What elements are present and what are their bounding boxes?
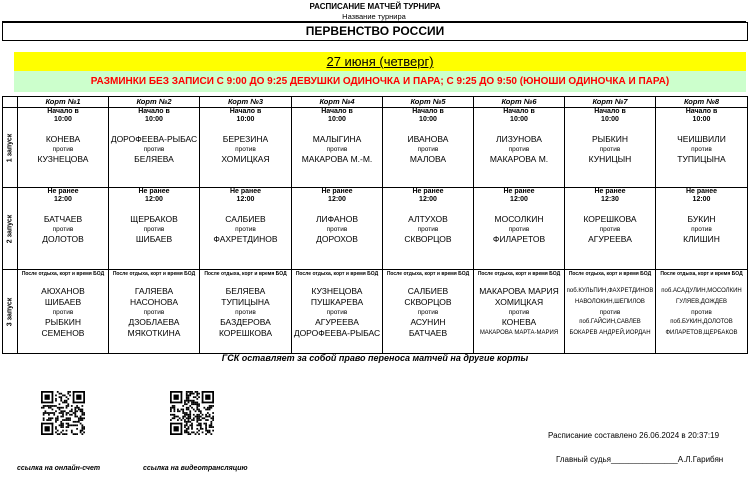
match-cell [200, 270, 292, 354]
qr-score-caption: ссылка на онлайн-счет [17, 465, 101, 472]
pair-b-player-1: КОНЕВА [501, 317, 537, 327]
player-b: МАКАРОВА М. [489, 154, 549, 164]
qr-code-video[interactable] [170, 391, 214, 435]
pair-b-player-1: АСУНИН [410, 317, 446, 327]
versus-label: против [599, 146, 621, 153]
player-a: БУКИН [687, 214, 716, 224]
player-a: МАЛЫГИНА [312, 134, 362, 144]
rest-note: После отдыха, корт и время БОД [204, 271, 287, 277]
match-cell [656, 270, 748, 354]
start-label: Начало в [229, 108, 262, 115]
versus-label: против [691, 309, 712, 316]
start-label: Начало в [412, 108, 444, 115]
session-label-cell [3, 188, 18, 270]
match-cell [200, 108, 292, 188]
session-label-cell [3, 108, 18, 188]
start-time: 10:00 [236, 116, 255, 123]
pair-b-player-2: МЯКОТКИНА [127, 328, 181, 338]
start-label: Не ранее [503, 188, 535, 195]
pair-b-player-1: поб.ГАЙСИН,САВЛЕВ [579, 319, 641, 325]
versus-label: против [691, 226, 712, 233]
pair-b-player-1: ДЗОБЛАЕВА [128, 317, 180, 327]
player-a: КОРЕШКОВА [583, 214, 637, 224]
versus-label: против [235, 146, 256, 153]
pair-b-player-2: КОРЕШКОВА [218, 328, 273, 338]
session-label-cell [3, 270, 18, 354]
pair-b-player-2: СЕМЕНОВ [41, 328, 85, 338]
versus-label: против [235, 309, 256, 316]
versus-label: против [417, 309, 439, 316]
pair-b-player-2: ДОРОФЕЕВА-РЫБАС [293, 328, 381, 338]
start-label: Не ранее [321, 188, 353, 195]
tournament-name-label: Название турнира [2, 12, 746, 22]
rest-note: После отдыха, корт и время БОД [477, 271, 561, 277]
player-a: ДОРОФЕЕВА-РЫБАС [110, 134, 198, 144]
pair-b-player-1: РЫБКИН [45, 317, 81, 327]
tournament-name: ПЕРВЕНСТВО РОССИИ [2, 22, 748, 41]
match-cell [383, 108, 474, 188]
start-label: Не ранее [229, 188, 262, 195]
start-label: Не ранее [594, 188, 626, 195]
start-time: 10:00 [692, 116, 711, 123]
player-a: ЩЕРБАКОВ [130, 214, 178, 224]
pair-a-player-1: ГАЛЯЕВА [134, 286, 174, 296]
versus-label: против [691, 146, 712, 153]
schedule-table [2, 96, 748, 354]
composed-timestamp: Расписание составлено 26.06.2024 в 20:37:19 [548, 431, 720, 440]
versus-label: против [326, 309, 348, 316]
match-cell [18, 108, 109, 188]
versus-label: против [143, 309, 165, 316]
start-label: Начало в [47, 108, 79, 115]
start-time: 12:30 [601, 196, 619, 203]
start-label: Начало в [594, 108, 626, 115]
versus-label: против [326, 146, 348, 153]
start-label: Начало в [321, 108, 353, 115]
start-label: Не ранее [47, 188, 79, 195]
match-cell [565, 270, 656, 354]
pair-a-player-1: САЛБИЕВ [407, 286, 449, 296]
court-header: Корт №4 [292, 97, 383, 108]
player-a: МОСОЛКИН [494, 214, 544, 224]
versus-label: против [52, 146, 74, 153]
rest-note: После отдыха, корт и время БОД [295, 271, 379, 277]
date-text: 27 июня (четверг) [326, 54, 434, 69]
start-time: 12:00 [419, 196, 437, 203]
pair-a-player-2: НАСОНОВА [130, 297, 178, 307]
versus-label: против [599, 309, 621, 316]
start-time: 10:00 [328, 116, 346, 123]
pair-a-player-1: поб.АСАДУЛИН,МОСОЛКИН [661, 288, 742, 294]
match-cell [200, 188, 292, 270]
player-a: ЧЕИШВИЛИ [677, 134, 726, 144]
start-time: 12:00 [54, 196, 72, 203]
warmup-banner: РАЗМИНКИ БЕЗ ЗАПИСИ С 9:00 ДО 9:25 ДЕВУШКИ ОДИНОЧКА И ПАРА; С 9:25 ДО 9:50 (ЮНОШИ ОДИНОЧКА И ПАРА) [14, 71, 746, 92]
match-cell [292, 270, 383, 354]
start-time: 10:00 [510, 116, 528, 123]
pair-a-player-1: МАКАРОВА МАРИЯ [479, 286, 559, 296]
session-label: 2 запуск [6, 214, 14, 243]
pair-b-player-1: БАЗДЕРОВА [220, 317, 271, 327]
player-a: ИВАНОВА [407, 134, 449, 144]
versus-label: против [508, 226, 530, 233]
match-cell [18, 188, 109, 270]
versus-label: против [417, 226, 439, 233]
pair-b-player-2: МАКАРОВА МАРТА-МАРИЯ [479, 330, 559, 336]
match-cell [656, 108, 748, 188]
pair-b-player-1: АГУРЕЕВА [315, 317, 359, 327]
pair-a-player-2: ХОМИЦКАЯ [494, 297, 544, 307]
pair-b-player-2: ФИЛАРЕТОВ,ЩЕРБАКОВ [665, 330, 738, 336]
player-b: АГУРЕЕВА [588, 234, 632, 244]
match-cell [474, 188, 565, 270]
pair-a-player-2: ГУЛЯЕВ,ДОЖДЕВ [675, 299, 727, 305]
player-a: РЫБКИН [592, 134, 628, 144]
pair-b-player-1: поб.БУКИН,ДОЛОТОВ [670, 319, 733, 325]
versus-label: против [417, 146, 439, 153]
versus-label: против [52, 309, 74, 316]
player-b: ДОЛОТОВ [42, 234, 84, 244]
versus-label: против [143, 146, 165, 153]
pair-a-player-1: БЕЛЯЕВА [225, 286, 266, 296]
chief-referee-signature: Главный судья_______________А.Л.Гарибян [556, 455, 724, 464]
pair-a-player-1: поб.КУЛЬПИН,ФАХРЕТДИНОВ [566, 288, 654, 294]
player-a: АЛТУХОВ [408, 214, 448, 224]
rest-note: После отдыха, корт и время БОД [660, 271, 743, 277]
pair-a-player-2: ШИБАЕВ [44, 297, 82, 307]
start-label: Не ранее [138, 188, 170, 195]
player-b: КУЗНЕЦОВА [37, 154, 89, 164]
doc-title: РАСПИСАНИЕ МАТЧЕЙ ТУРНИРА [309, 2, 441, 11]
court-header: Корт №1 [18, 97, 109, 108]
start-label: Не ранее [412, 188, 444, 195]
player-b: СКВОРЦОВ [404, 234, 452, 244]
start-label: Начало в [138, 108, 170, 115]
match-cell [565, 108, 656, 188]
start-label: Не ранее [685, 188, 718, 195]
start-time: 12:00 [510, 196, 528, 203]
match-cell [292, 188, 383, 270]
player-b: БЕЛЯЕВА [134, 154, 174, 164]
start-label: Начало в [685, 108, 718, 115]
player-a: САЛБИЕВ [225, 214, 266, 224]
pair-b-player-2: БОКАРЕВ АНДРЕЙ,ИОРДАН [569, 330, 651, 336]
rest-note: После отдыха, корт и время БОД [112, 271, 196, 277]
match-cell [109, 270, 200, 354]
court-header: Корт №7 [565, 97, 656, 108]
versus-label: против [508, 309, 530, 316]
corner-cell [3, 97, 18, 108]
match-cell [18, 270, 109, 354]
player-a: БАТЧАЕВ [43, 214, 83, 224]
versus-label: против [143, 226, 165, 233]
player-b: ФАХРЕТДИНОВ [213, 234, 278, 244]
player-b: МАЛОВА [409, 154, 447, 164]
player-a: ЛИЗУНОВА [496, 134, 542, 144]
session-label: 1 запуск [6, 133, 14, 162]
match-cell [565, 188, 656, 270]
start-time: 12:00 [328, 196, 346, 203]
match-cell [656, 188, 748, 270]
start-label: Начало в [503, 108, 535, 115]
court-header: Корт №6 [474, 97, 565, 108]
player-b: ФИЛАРЕТОВ [492, 234, 546, 244]
match-cell [383, 188, 474, 270]
pair-b-player-2: БАТЧАЕВ [408, 328, 448, 338]
player-a: КОНЕВА [45, 134, 81, 144]
gsk-notice: ГСК оставляет за собой право переноса матчей на другие корты [221, 353, 529, 363]
player-b: ДОРОХОВ [316, 234, 358, 244]
match-cell [474, 108, 565, 188]
pair-a-player-2: НАВОЛОКИН,ШЕПИЛОВ [575, 299, 645, 305]
pair-a-player-2: ПУШКАРЕВА [310, 297, 364, 307]
match-cell [383, 270, 474, 354]
match-cell [109, 188, 200, 270]
start-time: 12:00 [692, 196, 711, 203]
player-b: ШИБАЕВ [135, 234, 173, 244]
versus-label: против [52, 226, 74, 233]
session-label: 3 запуск [6, 297, 14, 326]
qr-code-score[interactable] [41, 391, 85, 435]
match-cell [474, 270, 565, 354]
court-header: Корт №8 [656, 97, 748, 108]
court-header: Корт №2 [109, 97, 200, 108]
rest-note: После отдыха, корт и время БОД [21, 271, 105, 277]
start-time: 12:00 [145, 196, 163, 203]
player-a: БЕРЕЗИНА [222, 134, 269, 144]
player-b: ТУПИЦЫНА [677, 154, 726, 164]
court-header: Корт №3 [200, 97, 292, 108]
court-header: Корт №5 [383, 97, 474, 108]
start-time: 10:00 [145, 116, 163, 123]
versus-label: против [326, 226, 348, 233]
start-time: 10:00 [601, 116, 619, 123]
date-banner [14, 52, 746, 71]
match-cell [109, 108, 200, 188]
player-b: КЛИШИН [683, 234, 720, 244]
versus-label: против [235, 226, 256, 233]
qr-video-caption: ссылка на видеотрансляцию [143, 465, 248, 472]
pair-a-player-2: ТУПИЦЫНА [221, 297, 270, 307]
match-cell [292, 108, 383, 188]
versus-label: против [599, 226, 621, 233]
start-time: 10:00 [54, 116, 72, 123]
start-time: 10:00 [419, 116, 437, 123]
pair-a-player-1: АЮХАНОВ [41, 286, 85, 296]
player-b: МАКАРОВА М.-М. [301, 154, 373, 164]
player-b: КУНИЦЫН [588, 154, 632, 164]
rest-note: После отдыха, корт и время БОД [386, 271, 470, 277]
rest-note: После отдыха, корт и время БОД [568, 271, 652, 277]
start-time: 12:00 [236, 196, 255, 203]
pair-a-player-2: СКВОРЦОВ [404, 297, 452, 307]
pair-a-player-1: КУЗНЕЦОВА [311, 286, 363, 296]
versus-label: против [508, 146, 530, 153]
player-b: ХОМИЦКАЯ [221, 154, 270, 164]
player-a: ЛИФАНОВ [315, 214, 359, 224]
